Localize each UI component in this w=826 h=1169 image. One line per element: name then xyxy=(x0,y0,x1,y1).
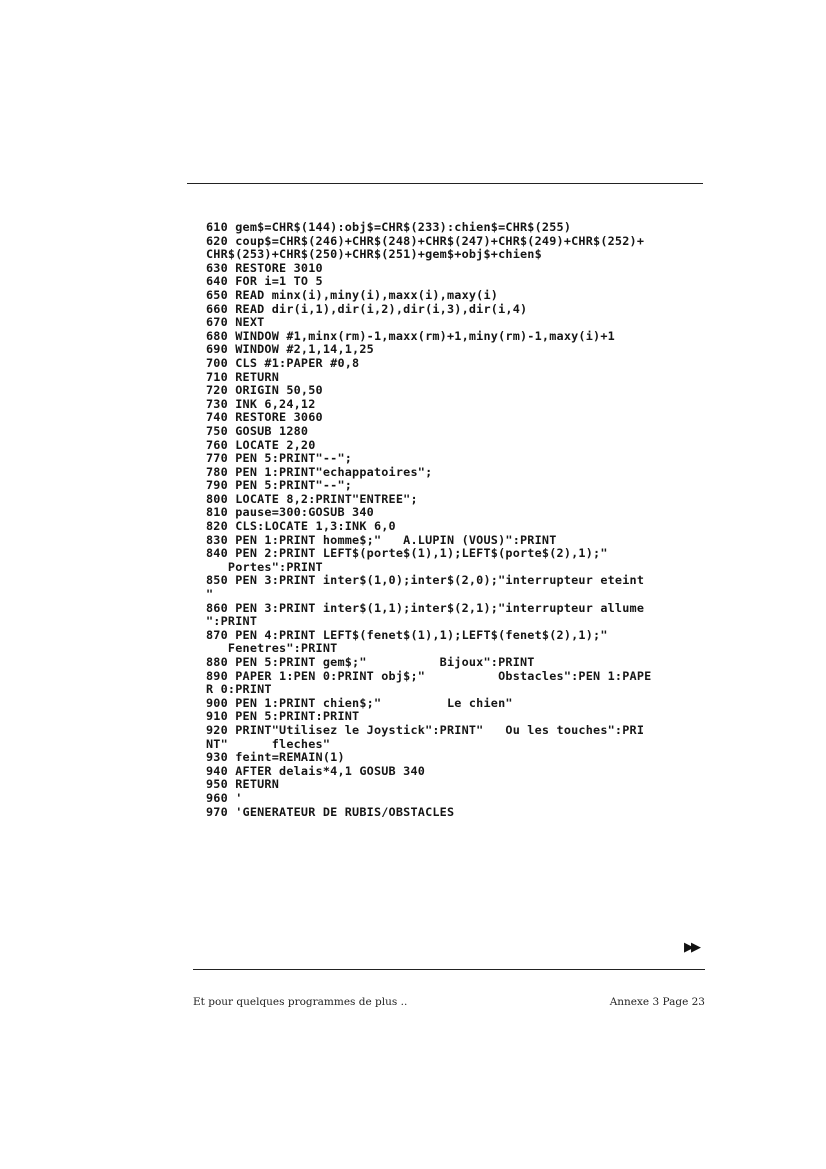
code-line: 770 PEN 5:PRINT"--"; xyxy=(206,451,353,466)
code-line: R 0:PRINT xyxy=(206,682,272,697)
code-line: 860 PEN 3:PRINT inter$(1,1);inter$(2,1);"interrupteur allume xyxy=(206,600,645,615)
code-line: 960 ' xyxy=(206,790,243,805)
code-line: 930 feint=REMAIN(1) xyxy=(206,750,345,765)
code-line: 790 PEN 5:PRINT"--"; xyxy=(206,478,353,493)
code-line: 870 PEN 4:PRINT LEFT$(fenet$(1),1);LEFT$(fenet$(2),1);" xyxy=(206,627,608,642)
basic-program-listing xyxy=(206,221,706,819)
code-line: 750 GOSUB 1280 xyxy=(206,423,309,438)
bottom-rule xyxy=(193,969,705,970)
code-line: 730 INK 6,24,12 xyxy=(206,396,316,411)
code-line: 680 WINDOW #1,minx(rm)-1,maxx(rm)+1,miny(rm)-1,maxy(i)+1 xyxy=(206,328,615,343)
code-line: 740 RESTORE 3060 xyxy=(206,410,323,425)
footer-book-title: Et pour quelques programmes de plus .. xyxy=(193,996,408,1008)
code-line: 850 PEN 3:PRINT inter$(1,0);inter$(2,0);"interrupteur eteint xyxy=(206,573,645,588)
code-line: 610 gem$=CHR$(144):obj$=CHR$(233):chien$=CHR$(255) xyxy=(206,220,572,234)
code-line: CHR$(253)+CHR$(250)+CHR$(251)+gem$+obj$+chien$ xyxy=(206,247,542,262)
code-line: 800 LOCATE 8,2:PRINT"ENTREE"; xyxy=(206,491,418,506)
code-line: 620 coup$=CHR$(246)+CHR$(248)+CHR$(247)+CHR$(249)+CHR$(252)+ xyxy=(206,233,645,248)
code-line: NT" fleches" xyxy=(206,736,331,751)
code-line: 920 PRINT"Utilisez le Joystick":PRINT" Ou les touches":PRI xyxy=(206,722,645,737)
code-line: 710 RETURN xyxy=(206,369,280,384)
code-line: " xyxy=(206,587,214,602)
code-line: 950 RETURN xyxy=(206,777,280,792)
code-line: 890 PAPER 1:PEN 0:PRINT obj$;" Obstacles":PEN 1:PAPE xyxy=(206,668,652,683)
next-page-arrows-icon: ▶▶ xyxy=(684,940,698,955)
code-line: 830 PEN 1:PRINT homme$;" A.LUPIN (VOUS)":PRINT xyxy=(206,532,557,547)
code-line: 720 ORIGIN 50,50 xyxy=(206,383,323,398)
code-line: ":PRINT xyxy=(206,614,258,629)
code-line: 660 READ dir(i,1),dir(i,2),dir(i,3),dir(i,4) xyxy=(206,301,528,316)
code-line: 940 AFTER delais*4,1 GOSUB 340 xyxy=(206,763,426,778)
top-rule xyxy=(187,183,703,184)
code-line: 900 PEN 1:PRINT chien$;" Le chien" xyxy=(206,695,513,710)
code-line: 650 READ minx(i),miny(i),maxx(i),maxy(i) xyxy=(206,287,499,302)
code-line: 690 WINDOW #2,1,14,1,25 xyxy=(206,342,374,357)
footer-page-number: Annexe 3 Page 23 xyxy=(609,996,705,1008)
code-line: 840 PEN 2:PRINT LEFT$(porte$(1),1);LEFT$(porte$(2),1);" xyxy=(206,546,608,561)
code-line: 780 PEN 1:PRINT"echappatoires"; xyxy=(206,464,433,479)
code-line: 640 FOR i=1 TO 5 xyxy=(206,274,323,289)
code-line: 810 pause=300:GOSUB 340 xyxy=(206,505,374,520)
code-line: 760 LOCATE 2,20 xyxy=(206,437,316,452)
code-line: 700 CLS #1:PAPER #0,8 xyxy=(206,355,360,370)
code-line: 670 NEXT xyxy=(206,315,265,330)
code-line: 880 PEN 5:PRINT gem$;" Bijoux":PRINT xyxy=(206,655,535,669)
code-line: Portes":PRINT xyxy=(206,559,323,574)
code-line: 910 PEN 5:PRINT:PRINT xyxy=(206,709,360,724)
code-line: 820 CLS:LOCATE 1,3:INK 6,0 xyxy=(206,519,396,534)
code-line: 630 RESTORE 3010 xyxy=(206,260,323,275)
code-line: Fenetres":PRINT xyxy=(206,641,338,656)
code-line: 970 'GENERATEUR DE RUBIS/OBSTACLES xyxy=(206,804,455,819)
